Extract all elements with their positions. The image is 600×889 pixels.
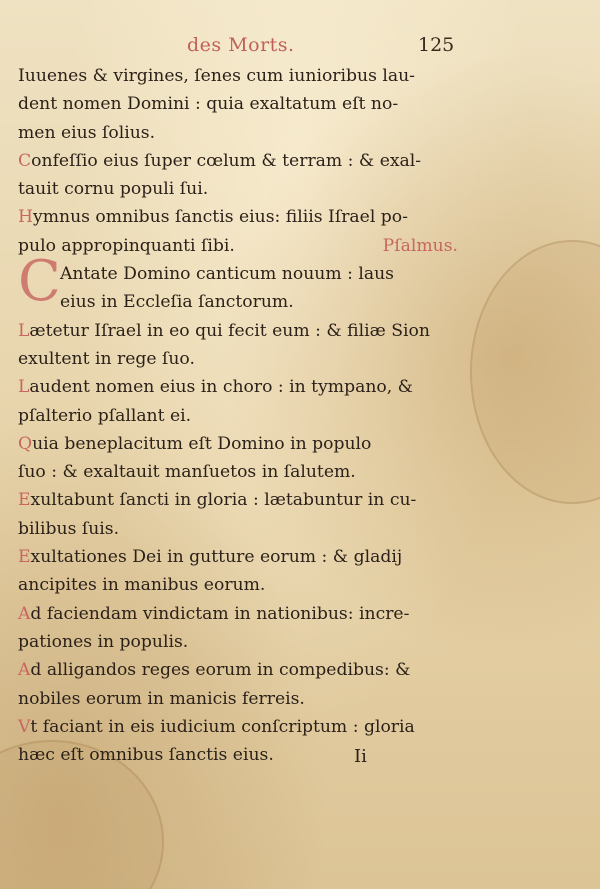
water-stain <box>470 240 600 504</box>
text-line: eius in Eccleſia ſanctorum. <box>60 292 294 313</box>
text-line: Lætetur Iſrael in eo qui fecit eum : & filiæ Sion <box>18 320 430 341</box>
signature-mark: Ii <box>354 746 367 767</box>
text-line: Quia beneplacitum eſt Domino in populo <box>18 433 372 454</box>
psalm-text <box>18 62 458 769</box>
text-line: tauit cornu populi ſui. <box>18 179 209 200</box>
text-line: Confeſſio eius ſuper cœlum & terram : & exal- <box>18 150 422 171</box>
text-line: dent nomen Domini : quia exaltatum eſt no- <box>18 94 399 115</box>
text-line: nobiles eorum in manicis ferreis. <box>18 688 305 709</box>
text-line: Exultabunt ſancti in gloria : lætabuntur in cu- <box>18 490 417 511</box>
text-line: Ad alligandos reges eorum in compedibus: & <box>18 660 411 681</box>
text-line: Vt faciant in eis iudicium conſcriptum : gloria <box>18 716 415 737</box>
text-line: Laudent nomen eius in choro : in tympano, & <box>18 377 413 398</box>
psalm-label: Pſalmus. <box>382 235 458 256</box>
running-head: des Morts. <box>187 34 295 56</box>
page-number: 125 <box>418 34 455 56</box>
text-line: ancipites in manibus eorum. <box>18 575 266 596</box>
text-line: Ad faciendam vindictam in nationibus: incre- <box>18 603 410 624</box>
text-line: pulo appropinquanti ſibi. Pſalmus. <box>18 232 458 260</box>
text-line: exultent in rege ſuo. <box>18 348 195 369</box>
text-line: men eius ſolius. <box>18 122 156 143</box>
text-line: pationes in populis. <box>18 631 189 652</box>
text-line: bilibus ſuis. <box>18 518 120 539</box>
decorated-initial: C <box>18 249 61 314</box>
page-header <box>0 34 600 62</box>
text-line: hæc eſt omnibus ſanctis eius. <box>18 745 274 766</box>
text-line: Iuuenes & virgines, ſenes cum iunioribus lau- <box>18 66 415 86</box>
text-line: pſalterio pſallant ei. <box>18 405 192 426</box>
text-line: Antate Domino canticum nouum : laus <box>60 264 394 285</box>
text-line: Hymnus omnibus ſanctis eius: filiis Iſrael po- <box>18 207 408 228</box>
text-line: Exultationes Dei in gutture eorum : & gladij <box>18 547 403 568</box>
text-line: ſuo : & exaltauit manſuetos in ſalutem. <box>18 462 356 483</box>
